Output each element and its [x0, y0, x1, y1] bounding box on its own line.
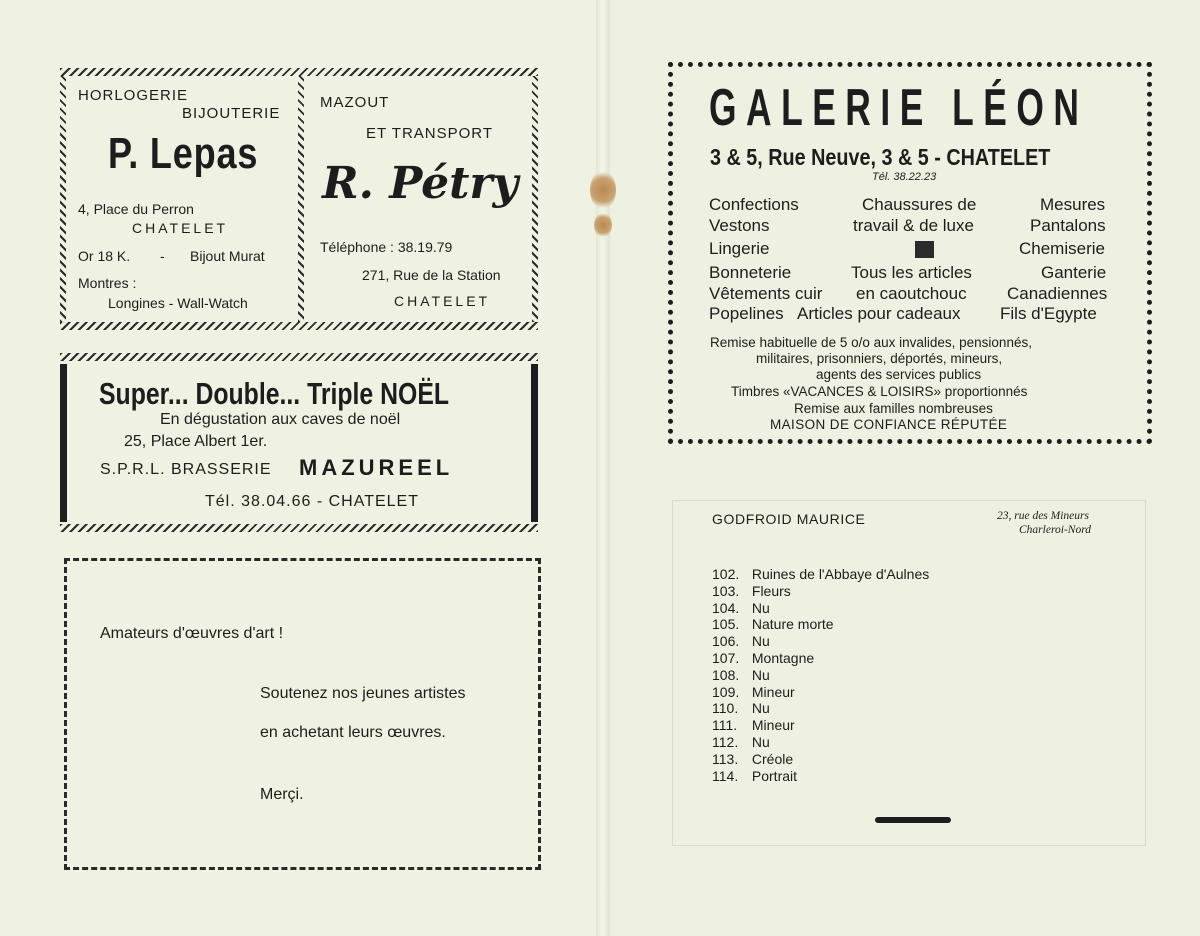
work-title: Fleurs — [751, 582, 791, 599]
list-item — [712, 684, 929, 701]
noel-company: S.P.R.L. BRASSERIE — [100, 461, 272, 478]
petry-name: R. Pétry — [322, 158, 519, 209]
work-title: Mineur — [751, 683, 795, 700]
artist-address2: Charleroi-Nord — [1019, 524, 1091, 536]
wavy-border — [298, 76, 304, 322]
galerie-item: Tous les articles — [851, 263, 972, 282]
list-item — [712, 633, 929, 650]
lepas-city: CHATELET — [132, 220, 229, 236]
galerie-tel: Tél. 38.22.23 — [872, 171, 937, 183]
galerie-note: MAISON DE CONFIANCE RÉPUTÉE — [770, 417, 1008, 432]
work-number: 110. — [712, 700, 739, 717]
wavy-border — [60, 76, 66, 322]
work-title: Nu — [751, 733, 770, 750]
art-line1: Amateurs d'œuvres d'art ! — [100, 625, 284, 642]
artist-address1: 23, rue des Mineurs — [997, 510, 1089, 522]
galerie-item: Bonneterie — [709, 263, 792, 282]
wavy-border — [60, 524, 538, 532]
artist-name: GODFROID MAURICE — [712, 511, 866, 527]
galerie-item: Vêtements cuir — [709, 284, 823, 303]
work-number: 102. — [712, 566, 740, 582]
work-title: Nu — [751, 700, 770, 717]
noel-headline: Super... Double... Triple NOËL — [99, 376, 450, 411]
work-title: Créole — [751, 750, 794, 767]
work-title: Portrait — [751, 767, 798, 784]
work-number: 108. — [712, 666, 740, 683]
noel-line1: En dégustation aux caves de noël — [160, 411, 401, 428]
petry-address: 271, Rue de la Station — [362, 267, 501, 283]
decorative-square — [915, 241, 934, 258]
page-fold — [596, 0, 610, 936]
petry-city: CHATELET — [394, 293, 491, 309]
work-number: 104. — [712, 599, 740, 616]
galerie-item: Canadiennes — [1007, 284, 1108, 303]
petry-line1: MAZOUT — [320, 94, 390, 111]
list-item — [712, 700, 929, 717]
list-item — [712, 583, 929, 600]
galerie-item: Mesures — [1040, 195, 1106, 214]
work-title: Nu — [751, 599, 770, 616]
list-item — [712, 667, 929, 684]
work-number: 112. — [712, 733, 739, 750]
list-item — [712, 734, 929, 751]
list-item — [712, 600, 929, 617]
list-item — [712, 768, 929, 785]
galerie-item: Chaussures de — [862, 195, 977, 214]
galerie-address: 3 & 5, Rue Neuve, 3 & 5 - CHATELET — [710, 144, 1051, 170]
wavy-border — [60, 353, 538, 361]
lepas-watches: Montres : — [78, 275, 137, 291]
galerie-note: Timbres «VACANCES & LOISIRS» proportionnés — [731, 384, 1028, 399]
stain — [590, 170, 616, 210]
noel-line2: 25, Place Albert 1er. — [124, 433, 268, 450]
galerie-item: en caoutchouc — [856, 284, 967, 303]
art-line2: Soutenez nos jeunes artistes — [260, 685, 466, 702]
work-title: Nu — [751, 666, 770, 683]
work-title: Nature morte — [751, 616, 834, 633]
solid-border — [60, 364, 67, 522]
galerie-item: Chemiserie — [1019, 239, 1105, 258]
galerie-item: Pantalons — [1030, 216, 1106, 235]
work-number: 106. — [712, 633, 740, 650]
work-number: 111. — [712, 717, 738, 734]
galerie-item: travail & de luxe — [853, 216, 974, 235]
work-title: Ruines de l'Abbaye d'Aulnes — [751, 566, 930, 582]
galerie-note: agents des services publics — [816, 367, 982, 382]
work-title: Mineur — [751, 717, 795, 734]
separator-ornament — [875, 817, 951, 823]
list-item — [712, 717, 929, 734]
lepas-gold: Or 18 K. — [78, 248, 131, 264]
works-list — [712, 566, 929, 784]
galerie-item: Lingerie — [709, 239, 770, 258]
wavy-border — [60, 322, 538, 330]
galerie-note: militaires, prisonniers, déportés, mineurs, — [756, 351, 1003, 366]
wavy-border — [60, 68, 538, 76]
lepas-line2: BIJOUTERIE — [182, 105, 281, 122]
lepas-line1: HORLOGERIE — [78, 87, 189, 104]
noel-brand: MAZUREEL — [299, 455, 454, 480]
list-item — [712, 616, 929, 633]
galerie-note: Remise habituelle de 5 o/o aux invalides, pensionnés, — [710, 335, 1032, 350]
noel-contact: Tél. 38.04.66 - CHATELET — [205, 493, 419, 510]
art-box-border — [64, 558, 541, 870]
petry-phone: Téléphone : 38.19.79 — [320, 239, 453, 255]
petry-line2: ET TRANSPORT — [366, 125, 494, 142]
work-number: 107. — [712, 649, 740, 666]
galerie-item: Fils d'Egypte — [1000, 304, 1097, 323]
galerie-item: Confections — [709, 195, 799, 214]
galerie-item: Articles pour cadeaux — [797, 304, 961, 323]
lepas-address: 4, Place du Perron — [78, 201, 194, 217]
list-item — [712, 566, 929, 583]
work-title: Montagne — [751, 649, 815, 666]
work-number: 103. — [712, 582, 740, 599]
art-line3: en achetant leurs œuvres. — [260, 724, 446, 741]
art-thanks: Merçi. — [260, 786, 304, 803]
solid-border — [531, 364, 538, 522]
lepas-watch-brands: Longines - Wall-Watch — [108, 295, 248, 311]
lepas-name: P. Lepas — [108, 129, 259, 178]
galerie-item: Vestons — [709, 216, 770, 235]
work-title: Nu — [751, 633, 770, 650]
list-item — [712, 650, 929, 667]
galerie-title: GALERIE LÉON — [709, 79, 1089, 137]
lepas-brand: Bijout Murat — [190, 248, 265, 264]
work-number: 109. — [712, 683, 740, 700]
galerie-note: Remise aux familles nombreuses — [794, 401, 993, 416]
work-number: 113. — [712, 750, 739, 767]
work-number: 105. — [712, 616, 740, 633]
lepas-dash: - — [160, 248, 165, 264]
stain — [594, 212, 612, 238]
wavy-border — [532, 76, 538, 322]
list-item — [712, 751, 929, 768]
work-number: 114. — [712, 767, 739, 784]
galerie-item: Ganterie — [1041, 263, 1107, 282]
galerie-item: Popelines — [709, 304, 784, 323]
